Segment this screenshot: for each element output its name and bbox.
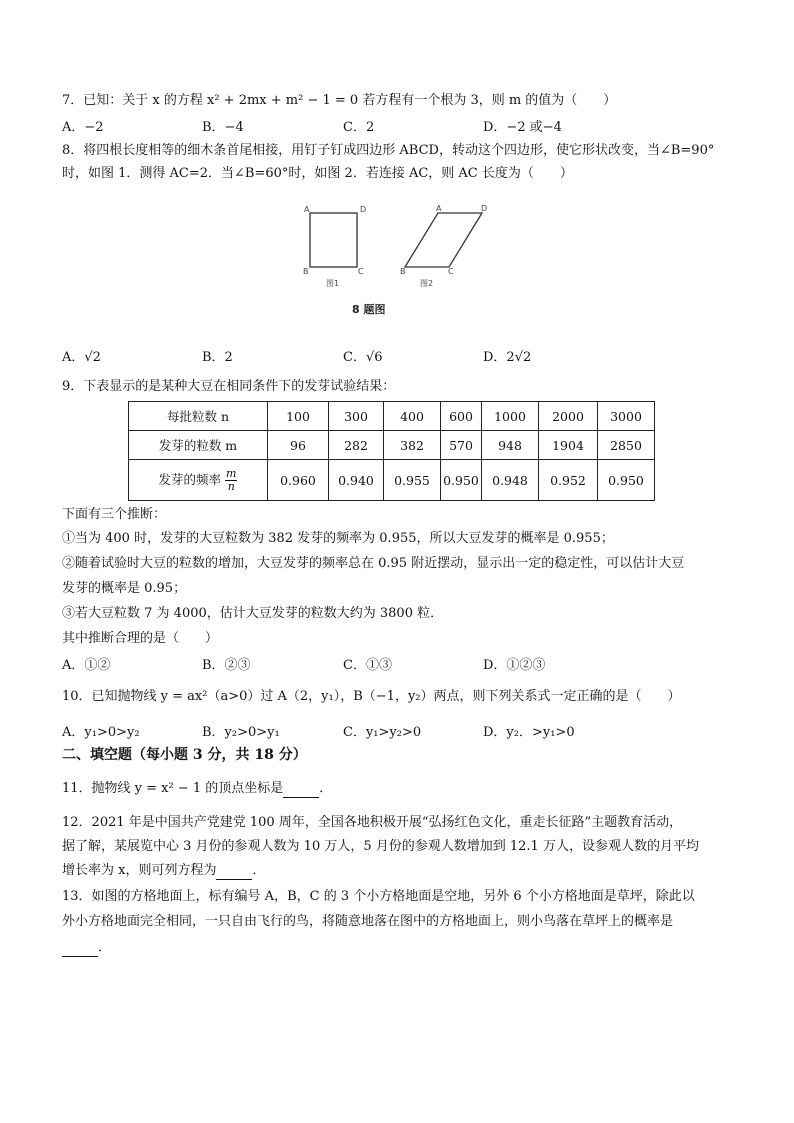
q9-statement-3: ③若大豆粒数 7 为 4000，估计大豆发芽的粒数大约为 3800 粒．: [62, 606, 444, 621]
q9-option-a[interactable]: A．①②: [62, 658, 111, 673]
q12-line3: [62, 862, 265, 880]
germination-table: [128, 401, 655, 501]
q9-option-c[interactable]: C．①③: [343, 658, 392, 673]
table-cell: 0.960: [268, 460, 329, 501]
q9-question: 其中推断合理的是（ ）: [62, 631, 219, 646]
fraction-numerator: m: [226, 466, 237, 480]
q13-line1: 13．如图的方格地面上，标有编号 A，B，C 的 3 个小方格地面是空地，另外 6 个小方格地面是草坪，除此以: [62, 889, 695, 904]
q13-line2: 外小方格地面完全相同，一只自由飞行的鸟，将随意地落在图中的方格地面上，则小鸟落在草坪上的概率是: [62, 914, 674, 929]
table-cell: 400: [384, 402, 441, 431]
q13-line3: [62, 939, 111, 957]
table-cell: 948: [482, 431, 539, 460]
q9-statement-1: ①当为 400 时，发芽的大豆粒数为 382 发芽的频率为 0.955，所以大豆发芽的概率是 0.955；: [62, 531, 614, 546]
section-title: 二、填空题（每小题 3 分，共 18 分）: [62, 747, 307, 763]
table-cell: 2850: [598, 431, 655, 460]
fig1-vertex-a: A: [304, 205, 310, 214]
table-cell: 2000: [539, 402, 598, 431]
table-cell: 600: [441, 402, 482, 431]
table-cell: 1904: [539, 431, 598, 460]
q8-stem-line1: 8．将四根长度相等的细木条首尾相接，用钉子钉成四边形 ABCD，转动这个四边形，使它形状改变，当∠B=90°: [62, 143, 715, 158]
row-label-frequency: [129, 460, 268, 501]
q13-answer-blank[interactable]: [62, 942, 98, 957]
table-row: [129, 431, 655, 460]
fraction-m-over-n: [225, 468, 237, 493]
q10-option-a[interactable]: A．y₁>0>y₂: [62, 725, 140, 740]
q9-statement-2a: ②随着试验时大豆的粒数的增加，大豆发芽的频率总在 0.95 附近摆动，显示出一定的稳定性，可以估计大豆: [62, 556, 685, 571]
q9-statement-2b: 发芽的概率是 0.95；: [62, 581, 187, 596]
q7-option-b[interactable]: B．−4: [202, 120, 244, 135]
table-cell: 1000: [482, 402, 539, 431]
fig2-vertex-d: D: [481, 204, 488, 213]
q8-option-d[interactable]: D．2√2: [483, 350, 532, 365]
fig1-square: [310, 213, 357, 267]
table-cell: 0.948: [482, 460, 539, 501]
fig2-rhombus: [405, 213, 482, 267]
fig1-vertex-d: D: [360, 205, 367, 214]
fraction-denominator: n: [227, 479, 235, 493]
fig2-vertex-c: C: [448, 267, 454, 276]
q12-end: ．: [252, 863, 266, 878]
q10-options: [62, 721, 722, 739]
q11-stem: [62, 780, 332, 798]
q12-text: 增长率为 x，则可列方程为: [62, 863, 217, 878]
frequency-label: 发芽的频率: [158, 471, 222, 487]
table-cell: 282: [329, 431, 384, 460]
fig1-vertex-c: C: [358, 267, 364, 276]
table-row: [129, 402, 655, 431]
q9-intro: 下面有三个推断：: [62, 507, 167, 522]
table-cell: 382: [384, 431, 441, 460]
table-cell: 3000: [598, 402, 655, 431]
table-cell: 300: [329, 402, 384, 431]
q8-stem-line2: 时，如图 1．测得 AC=2．当∠B=60°时，如图 2．若连接 AC，则 AC 长度为（ ）: [62, 166, 573, 181]
q7-option-c[interactable]: C．2: [343, 120, 375, 135]
q11-end: ．: [319, 781, 333, 796]
q12-line1: 12．2021 年是中国共产党建党 100 周年，全国各地积极开展“弘扬红色文化，重走长征路”主题教育活动，: [62, 815, 683, 830]
q9-options: [62, 654, 722, 672]
table-cell: 570: [441, 431, 482, 460]
q10-option-b[interactable]: B．y₂>0>y₁: [202, 725, 280, 740]
q7-option-a[interactable]: A．−2: [62, 120, 104, 135]
table-cell: 96: [268, 431, 329, 460]
q7-options: [62, 116, 722, 134]
table-cell: 0.952: [539, 460, 598, 501]
q8-option-a[interactable]: A．√2: [62, 350, 101, 365]
q11-text: 11．抛物线 y = x² − 1 的顶点坐标是: [62, 781, 284, 796]
q10-option-d[interactable]: D．y₂．>y₁>0: [483, 725, 575, 740]
q8-figure: [300, 200, 500, 320]
table-cell: 0.950: [598, 460, 655, 501]
q8-option-c[interactable]: C．√6: [343, 350, 383, 365]
table-cell: 0.940: [329, 460, 384, 501]
row-label-n: 每批粒数 n: [129, 402, 268, 431]
table-cell: 100: [268, 402, 329, 431]
q10-option-c[interactable]: C．y₁>y₂>0: [343, 725, 422, 740]
q9-option-b[interactable]: B．②③: [202, 658, 251, 673]
fig1-label: 图1: [326, 279, 340, 288]
q10-stem: 10．已知抛物线 y = ax²（a>0）过 A（2，y₁），B（−1，y₂）两点，则下列关系式一定正确的是（ ）: [62, 689, 681, 704]
q12-answer-blank[interactable]: [216, 865, 252, 880]
fig2-label: 图2: [420, 279, 434, 288]
table-row: [129, 460, 655, 501]
q8-option-b[interactable]: B．2: [202, 350, 233, 365]
q13-end: ．: [98, 940, 112, 955]
q11-answer-blank[interactable]: [283, 783, 319, 798]
row-label-m: 发芽的粒数 m: [129, 431, 268, 460]
fig2-vertex-b: B: [400, 267, 406, 276]
q12-line2: 据了解，某展览中心 3 月份的参观人数为 10 万人，5 月份的参观人数增加到 12.1 万人，设参观人数的月平均: [62, 839, 699, 854]
q7-option-d[interactable]: D．−2 或−4: [483, 120, 562, 135]
q9-stem: 9．下表显示的是某种大豆在相同条件下的发芽试验结果：: [62, 379, 396, 394]
fig-caption: 8 题图: [352, 303, 386, 316]
fig1-vertex-b: B: [303, 267, 309, 276]
q9-option-d[interactable]: D．①②③: [483, 658, 546, 673]
fig2-vertex-a: A: [436, 204, 442, 213]
q7-stem: 7．已知：关于 x 的方程 x² + 2mx + m² − 1 = 0 若方程有一个根为 3，则 m 的值为（ ）: [62, 93, 617, 108]
q8-options: [62, 346, 722, 364]
table-cell: 0.955: [384, 460, 441, 501]
table-cell: 0.950: [441, 460, 482, 501]
